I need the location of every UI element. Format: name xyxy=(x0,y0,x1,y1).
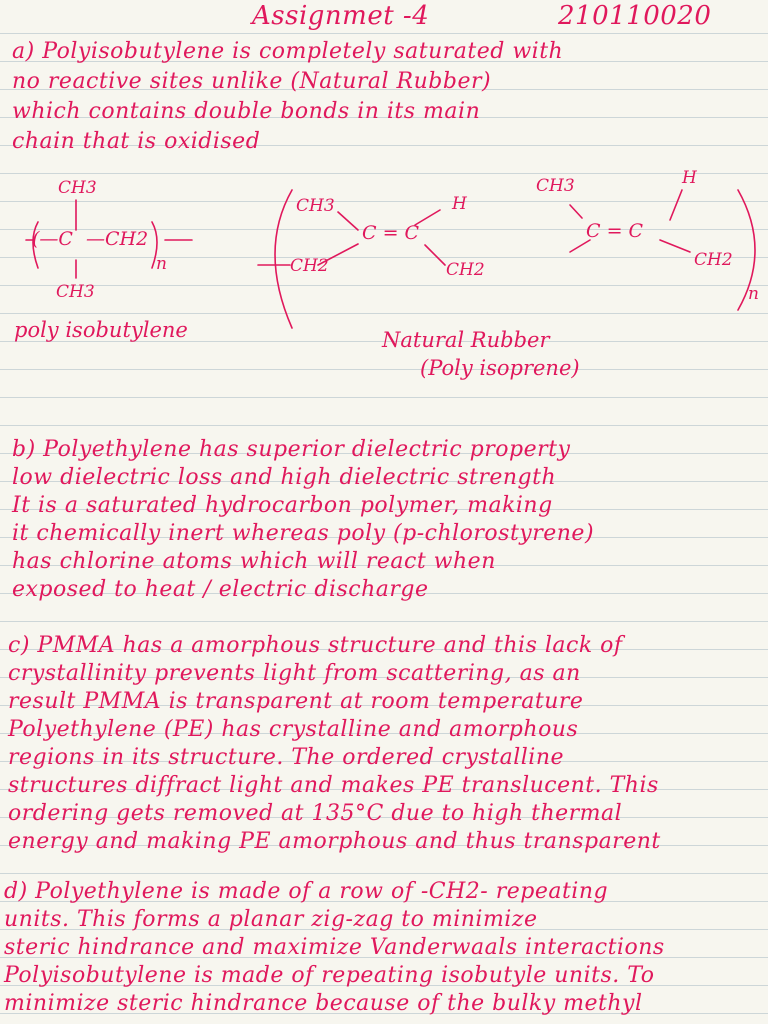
answer-b-line: exposed to heat / electric discharge xyxy=(12,577,429,602)
answer-c-line: energy and making PE amorphous and thus transparent xyxy=(8,829,661,854)
pib-repeat-subscript: n xyxy=(156,254,167,274)
roll-number: 210110020 xyxy=(558,1,712,31)
nr-caption-sub: (Poly isoprene) xyxy=(420,356,580,380)
answer-b-line: it chemically inert whereas poly (p-chlorostyrene) xyxy=(12,521,595,546)
nr-label: C = C xyxy=(362,222,420,244)
nr-caption: Natural Rubber xyxy=(382,328,550,352)
pib-caption: poly isobutylene xyxy=(14,318,188,342)
nr-label: CH2 xyxy=(290,256,329,276)
answer-b-line: low dielectric loss and high dielectric strength xyxy=(12,465,557,490)
answer-c-line: Polyethylene (PE) has crystalline and amorphous xyxy=(8,717,579,742)
pib-chain-left: (—C xyxy=(32,228,73,250)
answer-c-line: c) PMMA has a amorphous structure and this lack of xyxy=(8,633,623,658)
pib-top-group: CH3 xyxy=(58,178,97,198)
answer-d-line: d) Polyethylene is made of a row of -CH2- repeating xyxy=(4,879,609,904)
nr-label: CH2 xyxy=(694,250,733,270)
answer-a-line: which contains double bonds in its main xyxy=(12,99,481,124)
nr-label: CH3 xyxy=(536,176,575,196)
nr-label: CH2 xyxy=(446,260,485,280)
pib-chain-right: —CH2 xyxy=(86,228,149,250)
answer-d-line: steric hindrance and maximize Vanderwaals interactions xyxy=(4,935,665,960)
nr-repeat-subscript: n xyxy=(748,284,759,304)
answer-c-line: ordering gets removed at 135°C due to high thermal xyxy=(8,801,623,826)
structure-bonds xyxy=(0,160,768,390)
answer-c-line: result PMMA is transparent at room temperature xyxy=(8,689,584,714)
answer-b-line: It is a saturated hydrocarbon polymer, making xyxy=(12,493,553,518)
answer-a-line: no reactive sites unlike (Natural Rubber) xyxy=(12,69,492,94)
nr-label: C = C xyxy=(586,220,644,242)
answer-d-line: Polyisobutylene is made of repeating isobutyle units. To xyxy=(4,963,655,988)
answer-c-line: crystallinity prevents light from scattering, as an xyxy=(8,661,581,686)
answer-c-line: regions in its structure. The ordered crystalline xyxy=(8,745,565,770)
answer-b-line: has chlorine atoms which will react when xyxy=(12,549,496,574)
nr-label: CH3 xyxy=(296,196,335,216)
answer-c-line: structures diffract light and makes PE translucent. This xyxy=(8,773,659,798)
assignment-title: Assignmet -4 xyxy=(252,1,430,31)
pib-bottom-group: CH3 xyxy=(56,282,95,302)
answer-a-line: chain that is oxidised xyxy=(12,129,261,154)
nr-label: H xyxy=(682,168,697,188)
answer-b-line: b) Polyethylene has superior dielectric property xyxy=(12,437,571,462)
nr-label: H xyxy=(452,194,467,214)
answer-a-line: a) Polyisobutylene is completely saturated with xyxy=(12,39,564,64)
answer-d-line: minimize steric hindrance because of the bulky methyl xyxy=(4,991,643,1016)
answer-d-line: units. This forms a planar zig-zag to minimize xyxy=(4,907,538,932)
